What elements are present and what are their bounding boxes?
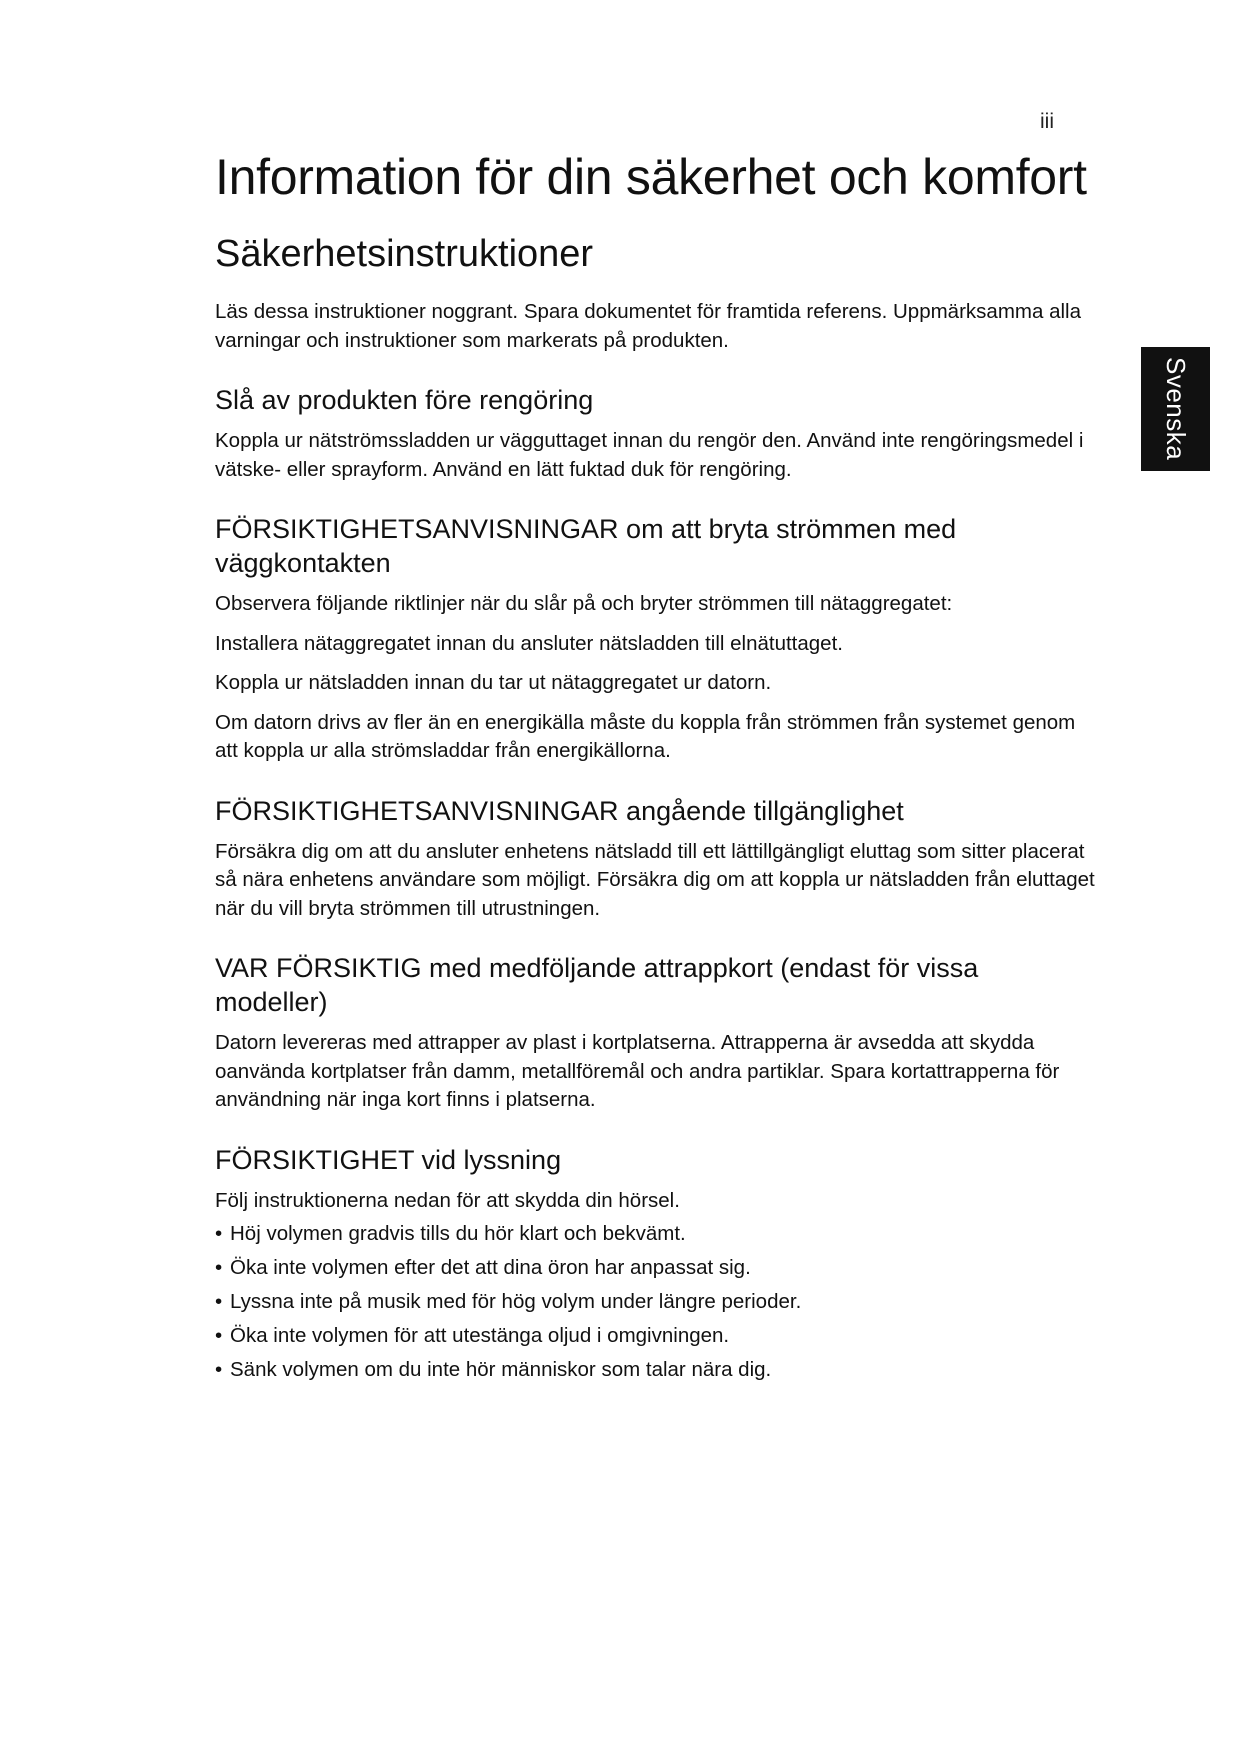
section-accessibility [215, 794, 1095, 924]
section-listening [215, 1143, 1095, 1388]
list-item: • Öka inte volymen efter det att dina öron har anpassat sig. [215, 1256, 751, 1279]
section-heading: FÖRSIKTIGHET vid lyssning [215, 1144, 562, 1175]
page-title: Information för din säkerhet och komfort [215, 149, 1087, 205]
section-heading: FÖRSIKTIGHETSANVISNINGAR angående tillgänglighet [215, 795, 904, 826]
section-dummy-cards [215, 951, 1095, 1115]
paragraph: Installera nätaggregatet innan du ansluter nätsladden till elnätuttaget. [215, 631, 843, 655]
language-tab [1141, 347, 1210, 471]
paragraph: Försäkra dig om att du ansluter enhetens nätsladd till ett lättillgängligt eluttag som sitter placerat så nära enhetens användare som möjligt. Försäkra dig om att koppla ur nätsladden från eluttaget när du vill bryta strömmen till utrustningen. [215, 839, 1095, 920]
paragraph: Datorn levereras med attrapper av plast i kortplatserna. Attrapperna är avsedda att skydda oanvända kortplatser från damm, metallföremål och andra partiklar. Spara kortattrapperna för användning när inga kort finns i platserna. [215, 1031, 1060, 1111]
page-number: iii [1040, 110, 1054, 133]
list-item: • Öka inte volymen för att utestänga oljud i omgivningen. [215, 1324, 730, 1347]
hearing-bullet-list [215, 1217, 1095, 1387]
section-power-disconnect [215, 512, 1095, 766]
list-item: • Lyssna inte på musik med för hög volym under längre perioder. [215, 1290, 802, 1313]
section-title: Säkerhetsinstruktioner [215, 233, 594, 275]
section-heading: VAR FÖRSIKTIG med medföljande attrappkort (endast för vissa modeller) [215, 953, 979, 1017]
list-item: • Höj volymen gradvis tills du hör klart och bekvämt. [215, 1222, 686, 1245]
paragraph: Koppla ur nätströmssladden ur vägguttaget innan du rengör den. Använd inte rengöringsmedel i vätske- eller sprayform. Använd en lätt fuktad duk för rengöring. [215, 429, 1084, 481]
paragraph: Följ instruktionerna nedan för att skydda din hörsel. [215, 1188, 680, 1212]
paragraph: Koppla ur nätsladden innan du tar ut nätaggregatet ur datorn. [215, 671, 772, 694]
list-item: • Sänk volymen om du inte hör människor som talar nära dig. [215, 1358, 772, 1381]
intro-block [215, 298, 1095, 355]
section-heading: FÖRSIKTIGHETSANVISNINGAR om att bryta strömmen med väggkontakten [215, 514, 957, 578]
intro-paragraph: Läs dessa instruktioner noggrant. Spara dokumentet för framtida referens. Uppmärksamma alla varningar och instruktioner som markerats på produkten. [215, 300, 1081, 352]
section-cleaning [215, 383, 1095, 484]
language-tab-label: Svenska [1161, 357, 1191, 461]
paragraph: Observera följande riktlinjer när du slår på och bryter strömmen till nätaggregatet: [215, 592, 953, 615]
document-content [215, 150, 1095, 1415]
paragraph: Om datorn drivs av fler än en energikälla måste du koppla från strömmen från systemet genom att koppla ur alla strömsladdar från energikällorna. [215, 710, 1076, 762]
section-heading: Slå av produkten före rengöring [215, 385, 594, 415]
